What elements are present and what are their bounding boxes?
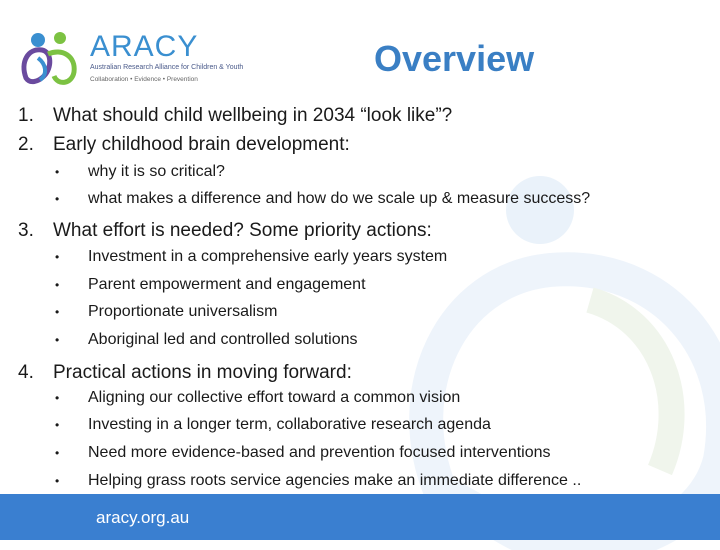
- watermark-graphic: [360, 150, 720, 550]
- logo-name: ARACY: [90, 30, 199, 63]
- logo-subtitle: Australian Research Alliance for Children & Youth: [90, 64, 244, 71]
- bullet-icon: •: [55, 191, 60, 206]
- sub-list-item: [55, 190, 590, 208]
- list-item: [18, 220, 432, 242]
- list-item-number: 3.: [18, 220, 34, 241]
- sub-list-item-text: Proportionate universalism: [88, 303, 278, 320]
- sub-list-item: [55, 416, 491, 434]
- footer-url-link[interactable]: aracy.org.au: [96, 508, 190, 527]
- sub-list-item: [55, 389, 460, 407]
- sub-list-item: [55, 163, 225, 181]
- list-item: [18, 362, 352, 384]
- list-item-number: 2.: [18, 134, 34, 155]
- sub-list-item: [55, 331, 358, 349]
- aracy-logo-mark: [18, 28, 84, 90]
- bullet-icon: •: [55, 417, 60, 432]
- sub-list-item-text: Need more evidence-based and prevention focused interventions: [88, 444, 551, 461]
- list-item-text: Early childhood brain development:: [53, 134, 350, 155]
- bullet-icon: •: [55, 473, 60, 488]
- sub-list-item: [55, 276, 366, 294]
- sub-list-item-text: Investment in a comprehensive early years system: [88, 248, 448, 265]
- aracy-logo: [18, 28, 248, 90]
- bullet-icon: •: [55, 390, 60, 405]
- sub-list-item-text: what makes a difference and how do we scale up & measure success?: [88, 190, 591, 207]
- sub-list-item-text: Aligning our collective effort toward a common vision: [88, 389, 461, 406]
- bullet-icon: •: [55, 249, 60, 264]
- sub-list-item: [55, 248, 447, 266]
- list-item-text: What effort is needed? Some priority actions:: [53, 220, 432, 241]
- sub-list-item: [55, 444, 551, 462]
- bullet-icon: •: [55, 332, 60, 347]
- sub-list-item-text: Investing in a longer term, collaborative research agenda: [88, 416, 491, 433]
- sub-list-item-text: Helping grass roots service agencies make an immediate difference ..: [88, 472, 582, 489]
- bullet-icon: •: [55, 277, 60, 292]
- bullet-icon: •: [55, 164, 60, 179]
- footer-bar: [0, 494, 720, 540]
- sub-list-item-text: why it is so critical?: [88, 163, 225, 180]
- list-item-text: What should child wellbeing in 2034 “look like”?: [53, 105, 453, 126]
- list-item-number: 1.: [18, 105, 34, 126]
- list-item-number: 4.: [18, 362, 34, 383]
- slide-title: Overview: [374, 38, 535, 79]
- sub-list-item: [55, 303, 277, 321]
- sub-list-item: [55, 472, 581, 490]
- sub-list-item-text: Aboriginal led and controlled solutions: [88, 331, 358, 348]
- list-item-text: Practical actions in moving forward:: [53, 362, 352, 383]
- logo-tagline: Collaboration • Evidence • Prevention: [90, 76, 198, 83]
- bullet-icon: •: [55, 445, 60, 460]
- sub-list-item-text: Parent empowerment and engagement: [88, 276, 366, 293]
- list-item: [18, 105, 452, 127]
- bullet-icon: •: [55, 304, 60, 319]
- list-item: [18, 134, 350, 156]
